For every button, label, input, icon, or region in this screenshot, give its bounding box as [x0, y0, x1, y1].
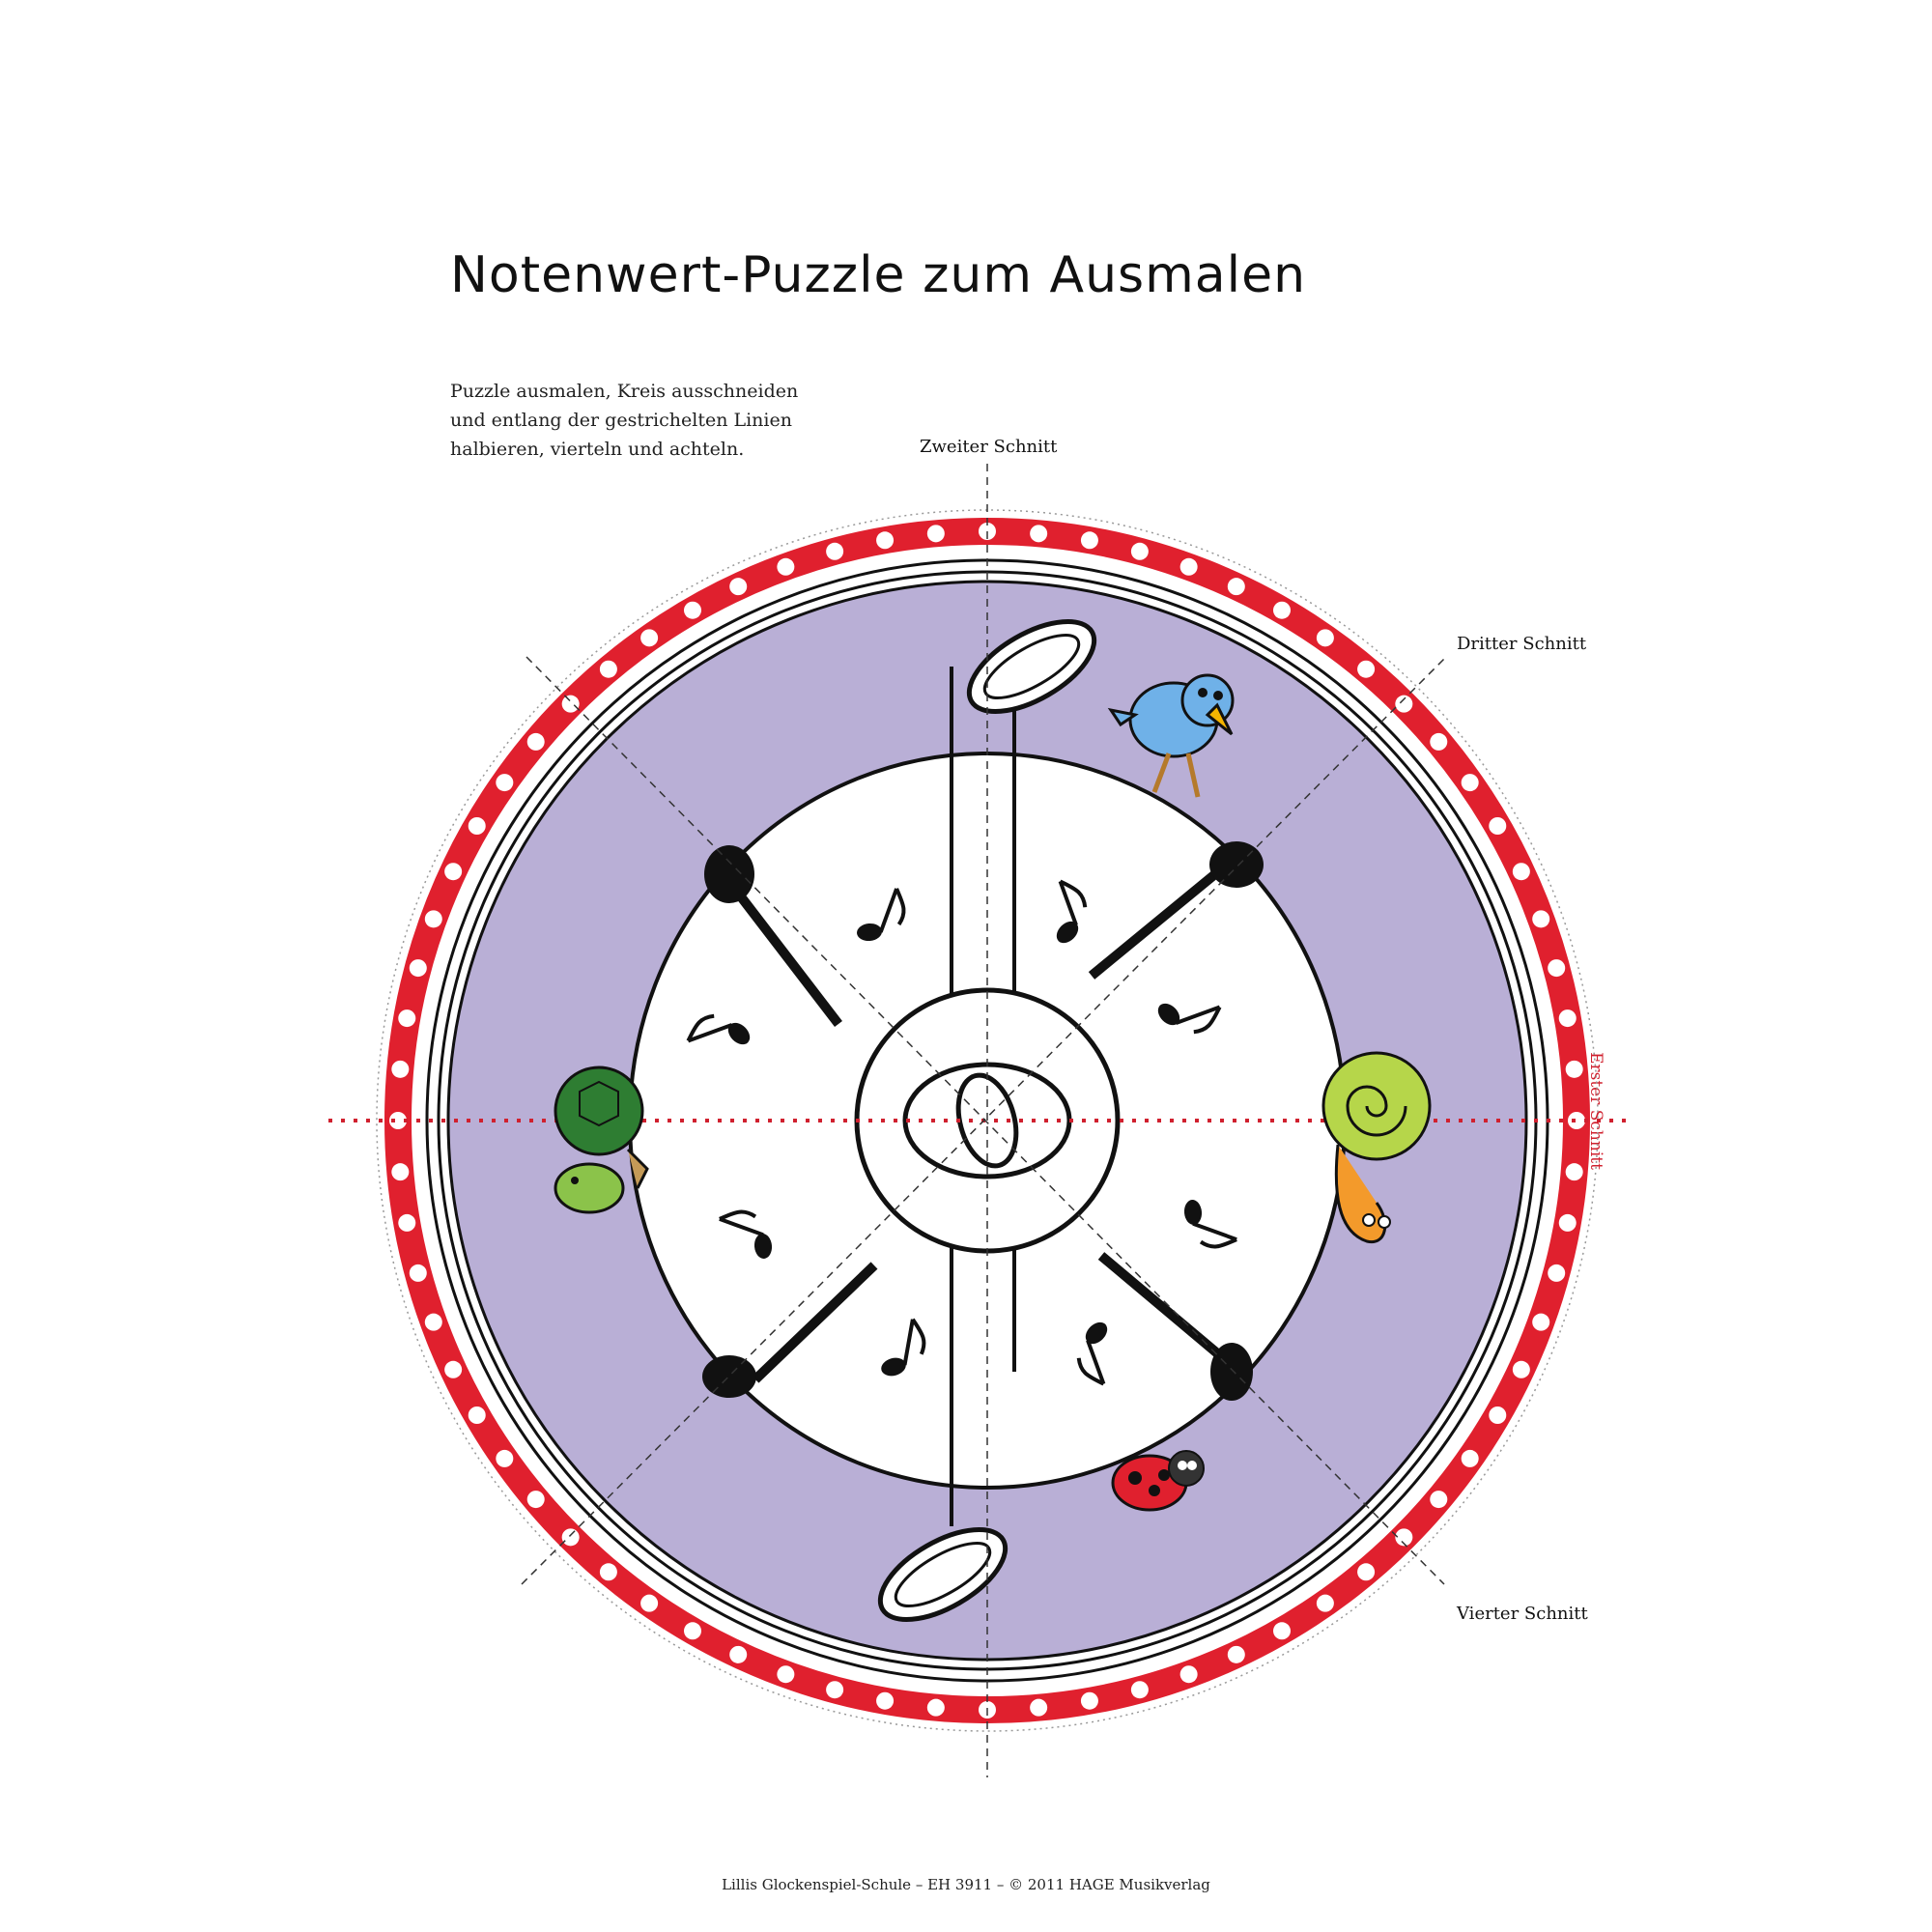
cut-label-third: Dritter Schnitt: [1457, 634, 1587, 654]
border-dot: [1566, 1061, 1583, 1078]
border-dot: [826, 543, 843, 560]
border-dot: [640, 629, 658, 646]
border-dot: [444, 1361, 462, 1378]
border-dot: [1131, 1681, 1149, 1698]
border-dot: [1430, 1491, 1447, 1508]
border-dot: [1317, 1595, 1334, 1612]
border-dot: [1568, 1112, 1585, 1129]
border-dot: [1566, 1163, 1583, 1180]
border-dot: [1228, 1646, 1245, 1663]
page-title: Notenwert-Puzzle zum Ausmalen: [450, 246, 1307, 304]
cut-label-second: Zweiter Schnitt: [920, 437, 1058, 457]
border-dot: [527, 1491, 545, 1508]
border-dot: [600, 661, 617, 678]
border-dot: [1513, 1361, 1530, 1378]
border-dot: [1273, 1622, 1291, 1639]
border-dot: [876, 1692, 894, 1710]
border-dot: [1030, 525, 1047, 542]
border-dot: [1559, 1009, 1577, 1027]
cut-label-first: Erster Schnitt: [1586, 1052, 1605, 1170]
instruction-line: Puzzle ausmalen, Kreis ausschneiden: [450, 381, 799, 402]
border-dot: [410, 959, 427, 977]
border-dot: [496, 774, 513, 791]
border-dot: [1228, 578, 1245, 595]
border-dot: [777, 1665, 794, 1683]
border-dot: [1030, 1699, 1047, 1717]
instruction-line: und entlang der gestrichelten Linien: [450, 410, 792, 431]
border-dot: [425, 1314, 442, 1331]
border-dot: [1462, 774, 1479, 791]
border-dot: [496, 1450, 513, 1467]
border-dot: [600, 1563, 617, 1580]
border-dot: [469, 1406, 486, 1424]
instruction-line: halbieren, vierteln und achteln.: [450, 439, 745, 460]
border-dot: [1131, 543, 1149, 560]
border-dot: [1357, 661, 1375, 678]
border-dot: [398, 1214, 415, 1232]
border-dot: [391, 1061, 409, 1078]
border-dot: [1532, 1314, 1549, 1331]
footer-copyright: Lillis Glockenspiel-Schule – EH 3911 – © 2011 HAGE Musikverlag: [722, 1876, 1210, 1893]
border-dot: [876, 531, 894, 549]
border-dot: [684, 1622, 701, 1639]
border-dot: [1357, 1563, 1375, 1580]
border-dot: [684, 602, 701, 619]
border-dot: [729, 1646, 747, 1663]
border-dot: [729, 578, 747, 595]
border-dot: [1317, 629, 1334, 646]
border-dot: [410, 1264, 427, 1282]
border-dot: [1548, 959, 1565, 977]
border-dot: [1489, 817, 1506, 835]
border-dot: [1081, 1692, 1098, 1710]
border-dot: [826, 1681, 843, 1698]
border-dot: [1559, 1214, 1577, 1232]
border-dot: [640, 1595, 658, 1612]
border-dot: [927, 525, 945, 542]
border-dot: [1532, 910, 1549, 927]
border-dot: [1180, 558, 1198, 576]
border-dot: [927, 1699, 945, 1717]
border-dot: [1081, 531, 1098, 549]
border-dot: [1548, 1264, 1565, 1282]
border-dot: [562, 696, 580, 713]
border-dot: [1462, 1450, 1479, 1467]
border-dot: [1430, 733, 1447, 751]
border-dot: [1489, 1406, 1506, 1424]
border-dot: [777, 558, 794, 576]
border-dot: [1395, 696, 1412, 713]
border-dot: [444, 863, 462, 880]
cut-label-fourth: Vierter Schnitt: [1457, 1604, 1588, 1624]
border-dot: [1513, 863, 1530, 880]
border-dot: [425, 910, 442, 927]
border-dot: [1273, 602, 1291, 619]
border-dot: [527, 733, 545, 751]
border-dot: [469, 817, 486, 835]
border-dot: [1180, 1665, 1198, 1683]
border-dot: [562, 1528, 580, 1546]
border-dot: [391, 1163, 409, 1180]
border-dot: [398, 1009, 415, 1027]
